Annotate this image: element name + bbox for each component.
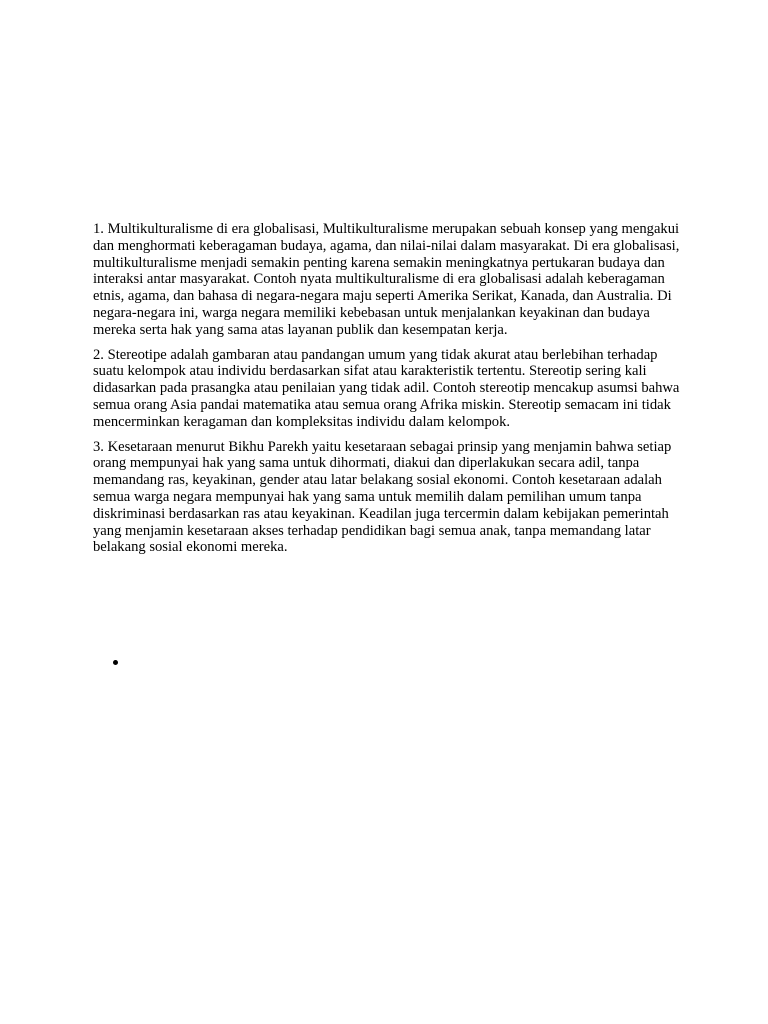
empty-bullet-list (113, 652, 118, 665)
paragraph-kesetaraan: 3. Kesetaraan menurut Bikhu Parekh yaitu kesetaraan sebagai prinsip yang menjamin bahwa setiap orang mempunyai hak yang sama untuk dihormati, diakui dan diperlakukan secara adil, tanpa memandang ras, keyakinan, gender atau latar belakang sosial ekonomi. Contoh kesetaraan adalah semua warga negara mempunyai hak yang sama untuk memilih dalam pemilihan umum tanpa diskriminasi berdasarkan ras atau keyakinan. Keadilan juga tercermin dalam kebijakan pemerintah yang menjamin kesetaraan akses terhadap pendidikan bagi semua anak, tanpa memandang latar belakang sosial ekonomi mereka. (93, 438, 672, 556)
paragraph-multikulturalisme: 1. Multikulturalisme di era globalisasi, Multikulturalisme merupakan sebuah konsep yang mengakui dan menghormati keberagaman budaya, agama, dan nilai-nilai dalam masyarakat. Di era globalisasi, multikulturalisme menjadi semakin penting karena semakin meningkatnya pertukaran budaya dan interaksi antar masyarakat. Contoh nyata multikulturalisme di era globalisasi adalah keberagaman etnis, agama, dan bahasa di negara-negara maju seperti Amerika Serikat, Kanada, dan Australia. Di negara-negara ini, warga negara memiliki kebebasan untuk menjalankan keyakinan dan budaya mereka serta hak yang sama atas layanan publik dan kesempatan kerja. (93, 221, 680, 338)
paragraph-stereotipe: 2. Stereotipe adalah gambaran atau pandangan umum yang tidak akurat atau berlebihan terhadap suatu kelompok atau individu berdasarkan sifat atau karakteristik tertentu. Stereotip sering kali didasarkan pada prasangka atau penilaian yang tidak adil. Contoh stereotip mencakup asumsi bahwa semua orang Asia pandai matematika atau semua orang Afrika miskin. Stereotip semacam ini tidak mencerminkan keragaman dan kompleksitas individu dalam kelompok. (93, 346, 680, 430)
bullet-icon (113, 660, 118, 665)
list-item (113, 660, 118, 665)
document-body (93, 221, 683, 564)
